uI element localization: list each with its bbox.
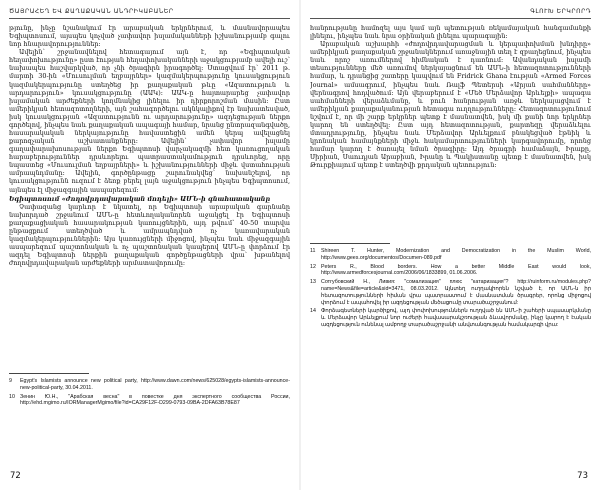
footnote-number: 10 <box>9 393 15 400</box>
footnote <box>310 279 591 306</box>
footnote <box>9 394 290 408</box>
footnotes-right <box>310 248 591 436</box>
footnote-text: Зенин Ю.Н., "Арабская весна" в повестке дня экспертного сообщества России, http://ehd.mgimo.ru/IORManagerMgimo/file?id=CA29F12F-D299-0793-09BA-2DFA63B78E87 <box>20 393 290 407</box>
paragraph: հանրությանը համոզել այս կամ այն պետության ռեկամայական հանգամանքի լինելու, ինչպես նաև նրա օրինական լինելու պարագային: <box>310 24 591 41</box>
paragraph: Արաբական աշխարհի «ժողովրդավարացման և կերպափոխման խնդիրը» ամերիկյան քաղաքական շրջանակներում առաջնային տեղ է զբաղեցնում, ինչպես նաև որոշ առումներով հիմնական է դառնում: Ավանդական իսլամի տեսությունները մեծ առումով ներկայացնում են ԱՄՆ-ի հետազոտությունների համար, և դրանցից շատերը կապվում են Fridrick Ghana էության «Armed Forces Journal» ամսագրում, ինչպես նաև Ռալֆ Պետերսի «Արյան սահմանները» վերնագրով հոդվածում: Այն վերաբերում է «Մեծ Մերձավոր Արևելքի» ապագա սահմանների վերաձևմանը, և բուն հանրության առջև ներկայացվում է ամերիկյան քաղաքականության հետագա ուղղությունները: Հետազոտությունում նշվում է, որ մի շարք երկրներ պետք է մասնատվեն, իսկ մի քանի նոր երկրներ կարող են ստեղծվել: Ըստ այդ հետազոտության, քարտեզը վերաձևելու մտադրությունը, ինչպես նաև Մերձավոր Արևելքում բնակեցված էթնիկ և կրոնական համայնքների միջև հակամարտությունների կարգավորումը, որոնց համար կարող է ծառայել նման ծրագիրը: Այդ ծրագրի համաձայն, Իրաքը, Սիրիան, Սաուդյան Արաբիան, Իրանը և Պակիստանը պետք է մասնատվեն, իսկ Թուրքիայում պետք է ստեղծվի քրդական պետություն: <box>310 40 591 170</box>
footnote-number: 9 <box>9 378 12 384</box>
footnote-separator <box>310 243 390 244</box>
section-subheading: Եգիպտոսում «ժողովրդավարական մոդելի» ԱՄՆ-ի գնահատականը <box>9 194 271 203</box>
footnote <box>9 378 290 392</box>
page-number-right: 73 <box>577 471 588 481</box>
footnotes-left <box>9 378 290 407</box>
right-body-text <box>310 24 591 237</box>
footnote-number: 13 <box>310 279 316 286</box>
footnote-number: 14 <box>310 308 316 315</box>
paragraph: թյունը, ինչը նշանակում էր արաբական երկրներում, և մասնավորապես Եգիպտոսում, այսպես կոչված չափավոր իսլամականների իշխանությամբ գալու նոր հնարավորություններ: <box>9 24 290 49</box>
footnote-separator <box>9 373 89 374</box>
running-head-right: ԳԼՈՒԽ ԵՐԿՐՈՐԴ <box>310 8 591 19</box>
paragraph: Ավելին՝ շրջանավնելով հետագայում այն է, որ «Եգիպտական հեղափոխությունը» ըստ էության հեղափոխականների աջակցությամբ ավելի ուշ՝ նախապես հաշվարկված, որ չնի ծրագիրն իրագործել: Ստացվում էր՝ 2011 թ. մարտի 30-ին «Մուսուլման եղբայրներ» կազմակերպությունը կուսակցություն կազմակերպությունը ստեղծեց իր քաղաքական թևը «Ազատություն և արդարություն» կուսակցությունը (ԱԱԿ): ԱԱԿ-ը հայտարարեց չափավոր իսլամական արժեքների կողմնակից լինելու իր դիրքորոշման մասին: Ըստ ամերիկյան հետազոտողների, այն շահագործելու ակնկալիքով էր նախատեսված, իսկ կուսակցության «Ազատությունն ու արդարությունը» ազդեցության ներքո գործելով, ինչպես նաև քաղաքական ապագայի համար, նրանց ընտրազանգվածը, հասարակական ներկայությունը հավաստեցին ամեն կերպ ավելացնել քարոզչական աշխատանքները: Ավելին՝ չափավոր իսլամը գաղափարախոսության ներքո Եգիպտոսի վարչակազմի հետ կառուցողական հարաբերություններ դրսևորելու պատրաստակամություն դրսևորեց, որը նպաստեց «Մուսուլման եղբայրների» և իշխանությունների միջև վստահության ամրապնդմանը: Ավելին, գործընթացը շարունակվեց՝ նախանշելով, որ կուսակցությունն ուզում է ձեռք բերել լայն աջակցություն ինչպես Եգիպտոսում, այնպես էլ միջազգային ասպարեզում: <box>9 48 290 194</box>
footnote-text: Peters R., Blood borders. How a better Middle East would look, http://www.armedforcesjournal.com/2006/06/1833899, 01.06.2006. <box>321 263 591 277</box>
footnote-text: Сотгубовский Н., Ливия: "сомализация" плюс "катаризация"? http://ruinform.ru/modules.php?name=News&file=article&sid=3471, 08.03.2012. Այնտեղ ուղղակիորեն նշված է, որ ԱՄՆ-ն իր հետազոտությունների հիման վրա պատրաստում է մասնատման ծրագրեր, որոնց միջոցով փորձում է ապահովել իր ազդեցության մեծացումը տարածաշրջանում: <box>321 279 591 306</box>
page-number-left: 72 <box>10 471 21 481</box>
footnote-text: Egypt's Islamists announce new political party, http://www.dawn.com/news/625028/egypts-islamists-announce-new-political-party, 30.04.2011. <box>20 378 290 391</box>
paragraph: Չափազանց կարևոր է նկատել, որ Եգիպտոսի արաբական գարնանը նախորդած շրջանում ԱՄՆ-ը հետևողականորեն աջակցել էր Եգիպտոսի քաղաքացիական հասարակության կառույցներին, այդ թվում՝ 40-50 տարվա ընթացքում ստեղծված և ամրապնդված ոչ կառավարական կազմակերպություններին: Այս կառույցների միջոցով, ինչպես նաև միջազգային ասպարեզում պաշտոնական և ոչ պաշտոնական կապերով ԱՄՆ-ը փորձում էր ազդել Եգիպտոսի ներքին քաղաքական գործընթացների վրա՝ խթանելով ժողովրդավարական արժեքների արմատավորումը: <box>9 202 290 268</box>
footnote-number: 11 <box>310 248 316 254</box>
right-page <box>300 0 600 490</box>
footnote-text: Փորձագետների կարծիքով, այդ փոփոխություններն ուղղված են ԱՄՆ-ի շահերի սպասարկմանը և Մերձավոր Արևելքում նոր ուժերի հավասարակշռության ձևավորմանը, ինչը կարող է էական ազդեցություն ունենալ ամբողջ տարածաշրջանի անվտանգության համակարգի վրա: <box>321 308 591 328</box>
footnote <box>310 264 591 278</box>
footnote-text: Shireen T. Hunter, Modernization and Democratization in the Muslim World, http://www.gees.org/documentos/Documen-089.pdf <box>321 248 591 261</box>
running-head-left: ԾԱՅՐԱՀԵՂ ԵՎ ՔԱՂԱՔԱԿԱՆ ԱՆԴՐԻԿԱԲԱՆԵՐ <box>9 8 290 19</box>
footnote <box>310 248 591 262</box>
left-body-text <box>9 24 290 367</box>
footnote <box>310 308 591 328</box>
book-gutter <box>299 0 301 490</box>
footnote-number: 12 <box>310 263 316 270</box>
